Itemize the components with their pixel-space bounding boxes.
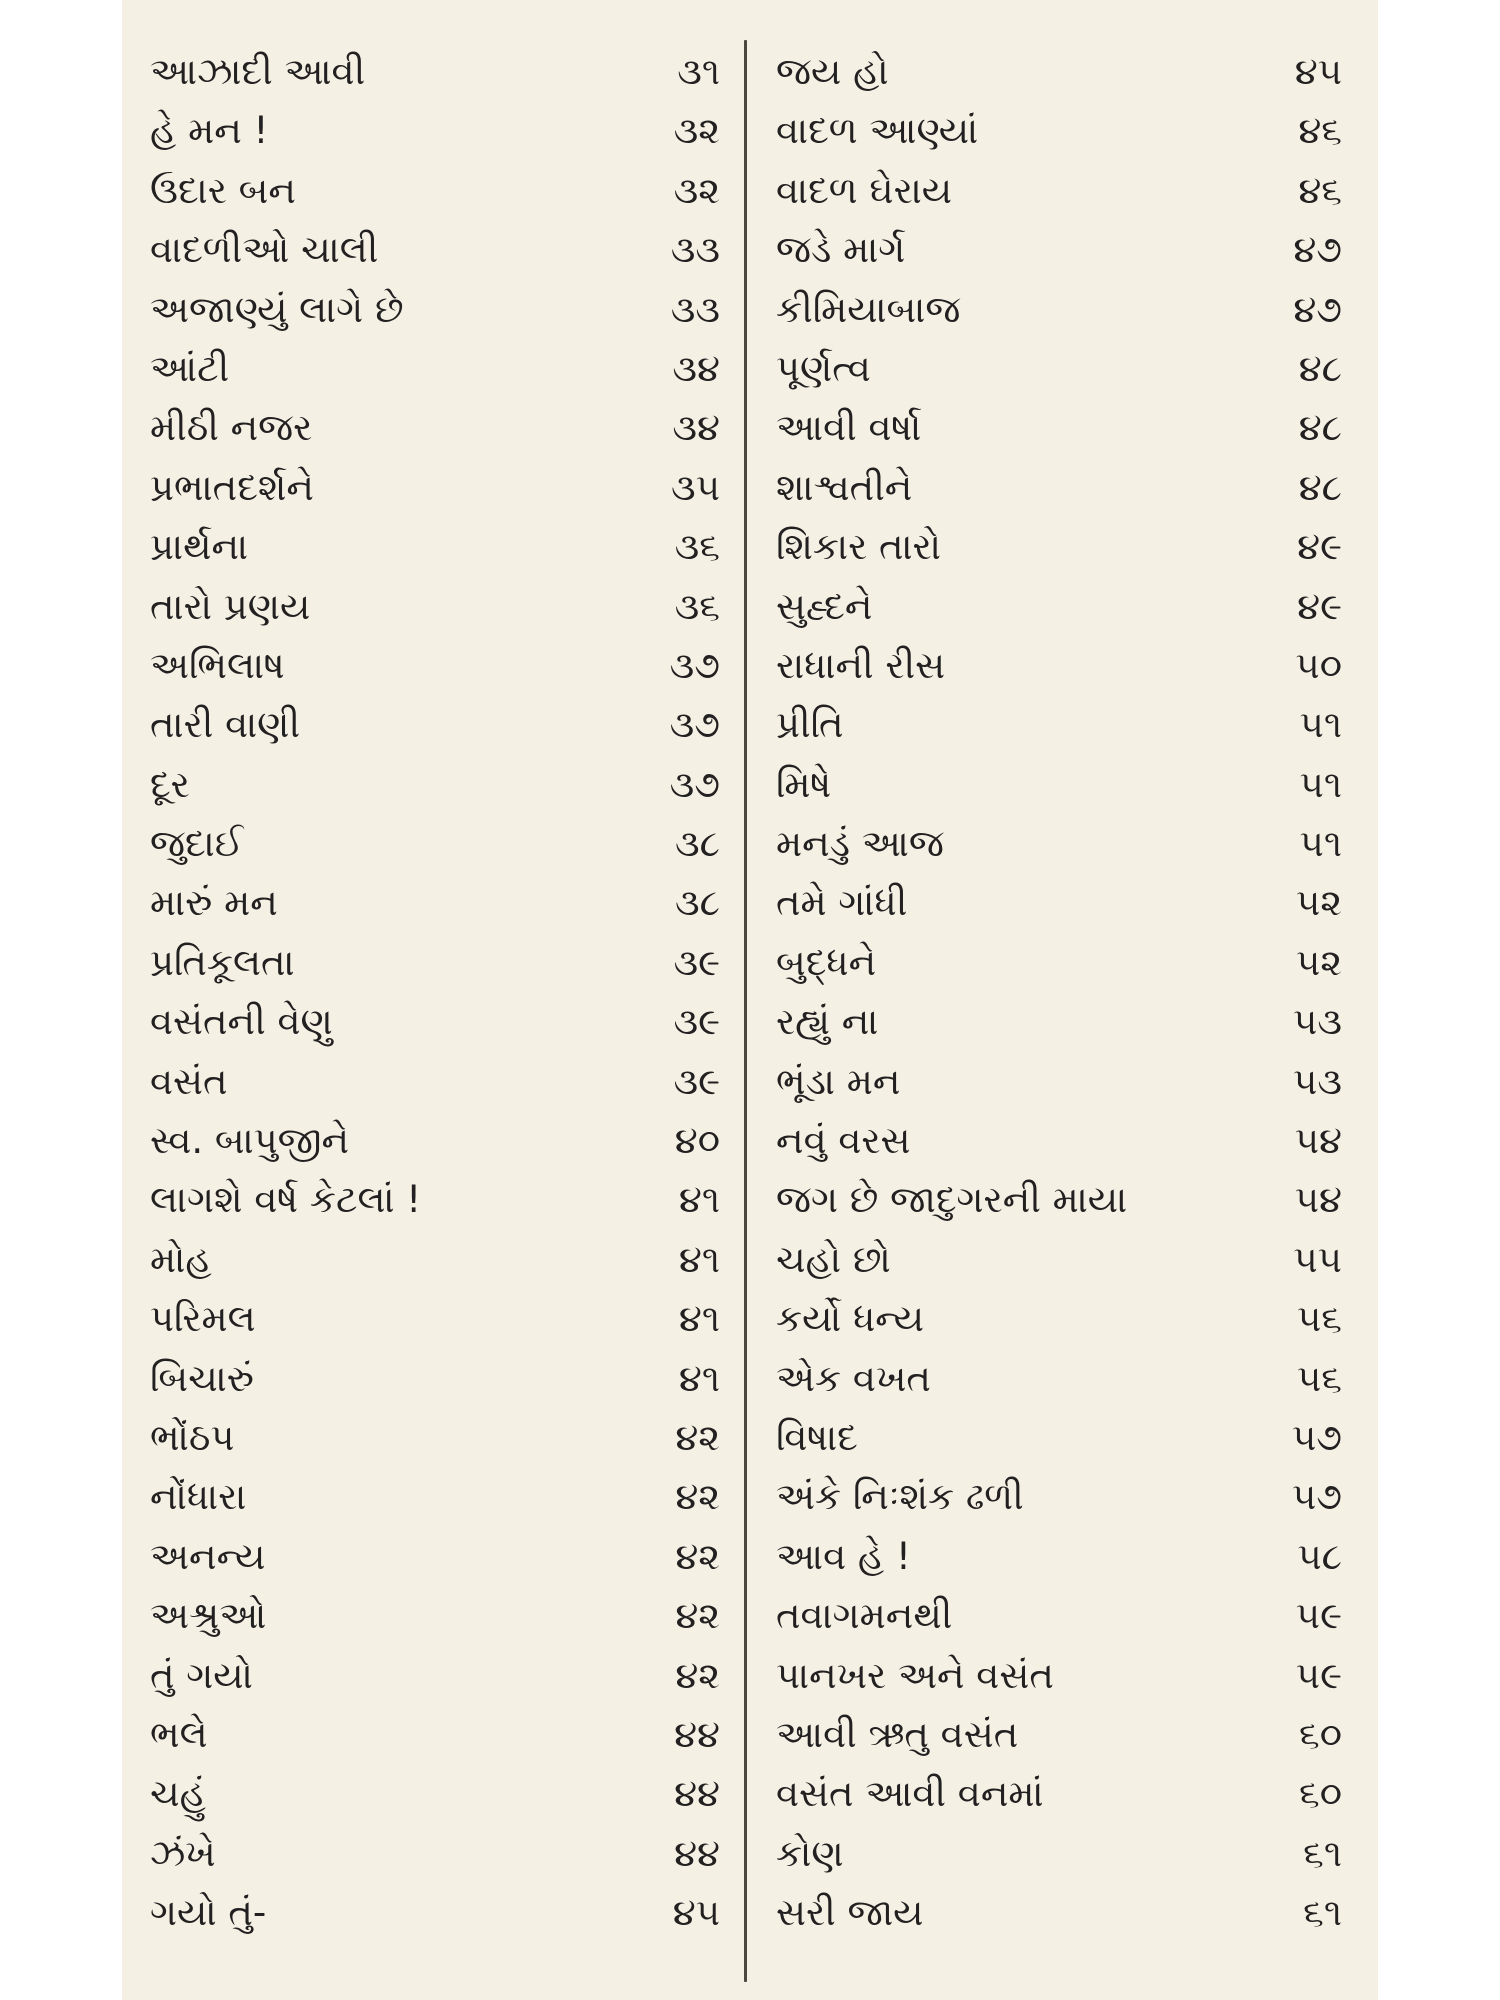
toc-entry-title: અભિલાષ [150, 643, 285, 687]
toc-entry-title: કીમિયાબાજ [776, 287, 961, 331]
toc-entry [150, 1408, 720, 1467]
toc-entry-title: વિષાદ [776, 1415, 858, 1459]
toc-entry-page-number: ૩૭ [669, 762, 720, 806]
toc-entry [150, 161, 720, 220]
toc-entry [776, 933, 1342, 992]
toc-entry [776, 1527, 1342, 1586]
toc-entry-title: મારું મન [150, 881, 278, 925]
toc-entry-page-number: ૩૮ [675, 881, 720, 925]
toc-entry-title: નોંધારા [150, 1475, 247, 1519]
toc-entry-page-number: ૩૮ [675, 822, 720, 866]
toc-entry-page-number: ૪૪ [674, 1831, 720, 1875]
toc-entry [776, 1230, 1342, 1289]
toc-entry-title: તું ગયો [150, 1653, 253, 1697]
toc-entry [776, 1467, 1342, 1526]
toc-entry [776, 992, 1342, 1051]
column-divider [744, 40, 747, 1982]
toc-entry-page-number: ૩૨ [673, 168, 720, 212]
toc-entry-page-number: ૪૫ [1294, 50, 1342, 93]
toc-entry-page-number: ૩૪ [672, 406, 720, 450]
toc-entry-page-number: ૬૦ [1299, 1772, 1342, 1816]
toc-entry-page-number: ૩૩ [670, 287, 720, 331]
toc-entry-title: દૂર [150, 762, 190, 806]
toc-entry-title: સ્વ. બાપુજીને [150, 1119, 350, 1163]
toc-entry-title: આવી ઋતુ વસંત [776, 1712, 1019, 1756]
toc-entry-title: પ્રાર્થના [150, 525, 249, 569]
toc-entry [150, 280, 720, 339]
toc-entry-title: અનન્ય [150, 1534, 266, 1578]
toc-entry-title: પ્રીતિ [776, 703, 844, 747]
toc-entry [776, 1883, 1342, 1942]
toc-entry-title: જય હો [776, 50, 889, 93]
toc-entry [150, 42, 720, 101]
toc-entry-title: તારો પ્રણય [150, 584, 311, 628]
toc-entry [150, 458, 720, 517]
toc-entry-title: હે મન ! [150, 109, 269, 153]
toc-entry-page-number: ૪૨ [675, 1534, 720, 1578]
toc-entry [776, 161, 1342, 220]
toc-entry [150, 814, 720, 873]
toc-entry-title: અંકે નિઃશંક ઢળી [776, 1475, 1024, 1519]
toc-entry-page-number: ૫૭ [1291, 1415, 1342, 1459]
toc-entry [150, 873, 720, 932]
toc-entry-title: સરી જાય [776, 1891, 924, 1935]
toc-entry-page-number: ૪૪ [674, 1772, 720, 1816]
toc-entry-title: આંટી [150, 346, 230, 390]
toc-entry-page-number: ૬૧ [1303, 1831, 1342, 1875]
toc-entry-title: વાદળ આણ્યાં [776, 109, 979, 153]
toc-entry-title: ભૂંડા મન [776, 1059, 901, 1103]
toc-entry [776, 1170, 1342, 1229]
toc-entry [776, 577, 1342, 636]
toc-entry [776, 398, 1342, 457]
toc-entry-page-number: ૫૩ [1293, 1059, 1342, 1103]
toc-entry-page-number: ૪૭ [1293, 287, 1342, 331]
toc-entry-page-number: ૪૬ [1298, 168, 1342, 212]
toc-entry-page-number: ૫૧ [1299, 822, 1342, 866]
toc-left-column [150, 42, 720, 1943]
toc-entry [150, 517, 720, 576]
toc-entry-title: બુદ્ધને [776, 940, 877, 984]
toc-entry [776, 42, 1342, 101]
toc-entry-page-number: ૩૧ [677, 50, 720, 93]
toc-entry [776, 1646, 1342, 1705]
toc-entry [150, 101, 720, 160]
toc-entry-page-number: ૫૪ [1294, 1178, 1342, 1222]
toc-entry-title: પાનખર અને વસંત [776, 1653, 1054, 1697]
toc-entry-title: મોહ [150, 1237, 212, 1281]
toc-entry [776, 1824, 1342, 1883]
toc-entry-page-number: ૪૭ [1293, 228, 1342, 272]
toc-entry-page-number: ૪૨ [675, 1475, 720, 1519]
toc-entry [776, 1349, 1342, 1408]
toc-entry-title: મીઠી નજર [150, 406, 313, 450]
toc-entry [150, 1052, 720, 1111]
toc-entry-title: તવાગમનથી [776, 1594, 953, 1638]
toc-entry-page-number: ૩૫ [671, 465, 720, 509]
toc-entry-title: સુહ્દને [776, 584, 873, 628]
toc-entry [776, 1408, 1342, 1467]
toc-entry-title: જગ છે જાદુગરની માયા [776, 1178, 1128, 1222]
toc-entry [776, 636, 1342, 695]
toc-entry-page-number: ૫૧ [1299, 762, 1342, 806]
toc-entry-page-number: ૩૭ [669, 643, 720, 687]
toc-entry-title: પૂર્ણત્વ [776, 346, 871, 390]
toc-entry-title: પ્રતિકૂલતા [150, 940, 295, 984]
toc-entry [150, 933, 720, 992]
toc-entry [776, 695, 1342, 754]
toc-entry-title: ભલે [150, 1712, 208, 1756]
toc-entry-page-number: ૪૨ [675, 1594, 720, 1638]
toc-entry-page-number: ૩૩ [670, 228, 720, 272]
toc-entry-title: એક વખત [776, 1356, 931, 1400]
toc-entry [150, 1467, 720, 1526]
toc-entry-page-number: ૫૯ [1295, 1594, 1342, 1638]
toc-entry-page-number: ૪૨ [675, 1415, 720, 1459]
toc-entry-title: નવું વરસ [776, 1119, 911, 1163]
toc-entry-page-number: ૩૯ [673, 1000, 720, 1044]
toc-entry [150, 636, 720, 695]
toc-entry [150, 1170, 720, 1229]
toc-entry-page-number: ૪૯ [1297, 584, 1342, 628]
toc-entry [776, 1052, 1342, 1111]
toc-entry [776, 458, 1342, 517]
toc-entry [150, 1646, 720, 1705]
toc-entry-title: અજાણ્યું લાગે છે [150, 287, 404, 331]
toc-entry [776, 1586, 1342, 1645]
toc-entry-title: પરિમલ [150, 1297, 256, 1341]
toc-entry-page-number: ૪૫ [672, 1891, 720, 1935]
toc-entry-page-number: ૩૨ [673, 109, 720, 153]
toc-entry [776, 1705, 1342, 1764]
toc-entry-page-number: ૫૮ [1297, 1534, 1342, 1578]
toc-entry-title: મનડું આજ [776, 822, 944, 866]
toc-entry-title: ગયો તું- [150, 1891, 267, 1935]
toc-entry-title: વાદળીઓ ચાલી [150, 228, 379, 272]
toc-entry [776, 814, 1342, 873]
toc-entry [776, 873, 1342, 932]
toc-entry-page-number: ૫૬ [1296, 1297, 1342, 1341]
toc-entry-title: વાદળ ઘેરાય [776, 168, 953, 212]
toc-entry-page-number: ૬૦ [1299, 1712, 1342, 1756]
toc-entry [776, 1111, 1342, 1170]
toc-entry [776, 1764, 1342, 1823]
toc-entry-title: શિકાર તારો [776, 525, 941, 569]
toc-entry-page-number: ૩૯ [673, 1059, 720, 1103]
toc-entry-title: અશ્રુઓ [150, 1594, 267, 1638]
toc-entry-page-number: ૪૪ [674, 1712, 720, 1756]
toc-entry [150, 1586, 720, 1645]
toc-entry-title: લાગશે વર્ષ કેટલાં ! [150, 1178, 422, 1222]
toc-entry-title: ઝંખે [150, 1831, 216, 1875]
toc-entry [150, 992, 720, 1051]
toc-entry-page-number: ૩૬ [674, 584, 720, 628]
toc-entry-page-number: ૪૧ [678, 1237, 720, 1281]
toc-entry-page-number: ૪૦ [674, 1119, 720, 1163]
toc-entry-title: પ્રભાતદર્શને [150, 465, 314, 509]
toc-entry [776, 220, 1342, 279]
toc-entry-title: કર્યો ધન્ય [776, 1297, 925, 1341]
toc-entry [150, 1883, 720, 1942]
toc-entry [150, 1705, 720, 1764]
toc-entry-page-number: ૩૭ [669, 703, 720, 747]
toc-entry [150, 1527, 720, 1586]
toc-entry-page-number: ૪૨ [675, 1653, 720, 1697]
toc-entry-page-number: ૪૯ [1297, 525, 1342, 569]
toc-entry-title: બિચારું [150, 1356, 254, 1400]
toc-entry-page-number: ૫૫ [1293, 1237, 1342, 1281]
toc-entry [776, 280, 1342, 339]
toc-entry-title: ચહો છો [776, 1237, 891, 1281]
toc-entry-page-number: ૪૧ [678, 1178, 720, 1222]
toc-entry-page-number: ૫૦ [1295, 643, 1342, 687]
toc-entry-page-number: ૫૪ [1294, 1119, 1342, 1163]
toc-entry [150, 1349, 720, 1408]
toc-entry-page-number: ૫૨ [1295, 881, 1342, 925]
toc-entry-page-number: ૪૬ [1298, 109, 1342, 153]
toc-entry [150, 1230, 720, 1289]
toc-entry-title: ચહું [150, 1772, 206, 1816]
toc-entry-page-number: ૬૧ [1303, 1891, 1342, 1935]
toc-entry-page-number: ૫૯ [1295, 1653, 1342, 1697]
toc-entry [150, 398, 720, 457]
toc-entry-title: કોણ [776, 1831, 844, 1875]
toc-entry-page-number: ૪૧ [678, 1356, 720, 1400]
toc-entry-title: જડે માર્ગ [776, 228, 906, 272]
toc-entry-page-number: ૩૯ [673, 940, 720, 984]
toc-entry [150, 1111, 720, 1170]
toc-entry-title: આવી વર્ષા [776, 406, 922, 450]
toc-entry-page-number: ૫૩ [1293, 1000, 1342, 1044]
toc-right-column [776, 42, 1342, 1943]
toc-entry-title: રહ્યું ના [776, 1000, 879, 1044]
toc-entry [150, 755, 720, 814]
toc-entry-title: મિષે [776, 762, 832, 806]
toc-entry [150, 1764, 720, 1823]
toc-entry [150, 1289, 720, 1348]
toc-entry [776, 101, 1342, 160]
toc-entry [150, 695, 720, 754]
toc-entry-title: વસંત [150, 1059, 228, 1103]
toc-entry-page-number: ૫૨ [1295, 940, 1342, 984]
toc-entry-title: વસંતની વેણુ [150, 1000, 333, 1044]
toc-entry-title: રાધાની રીસ [776, 643, 946, 687]
toc-entry [776, 755, 1342, 814]
toc-entry-title: આઝાદી આવી [150, 50, 366, 93]
toc-entry [150, 1824, 720, 1883]
toc-entry-page-number: ૩૬ [674, 525, 720, 569]
toc-entry-title: આવ હે ! [776, 1534, 911, 1578]
toc-entry-page-number: ૪૮ [1298, 346, 1342, 390]
toc-entry [150, 220, 720, 279]
toc-entry [150, 577, 720, 636]
toc-entry [776, 517, 1342, 576]
toc-entry-page-number: ૪૮ [1298, 465, 1342, 509]
toc-entry-title: શાશ્વતીને [776, 465, 913, 509]
toc-entry-page-number: ૪૧ [678, 1297, 720, 1341]
toc-entry-page-number: ૫૭ [1291, 1475, 1342, 1519]
toc-entry-page-number: ૪૮ [1298, 406, 1342, 450]
toc-entry [150, 339, 720, 398]
toc-entry-title: વસંત આવી વનમાં [776, 1772, 1044, 1816]
toc-entry-title: ઉદાર બન [150, 168, 296, 212]
toc-entry-page-number: ૫૧ [1299, 703, 1342, 747]
toc-entry-page-number: ૫૬ [1296, 1356, 1342, 1400]
toc-entry-title: ભોંઠપ [150, 1415, 235, 1459]
toc-entry-page-number: ૩૪ [672, 346, 720, 390]
toc-entry [776, 339, 1342, 398]
toc-entry-title: તારી વાણી [150, 703, 301, 747]
toc-entry [776, 1289, 1342, 1348]
toc-entry-title: તમે ગાંધી [776, 881, 908, 925]
toc-entry-title: જુદાઈ [150, 822, 244, 866]
